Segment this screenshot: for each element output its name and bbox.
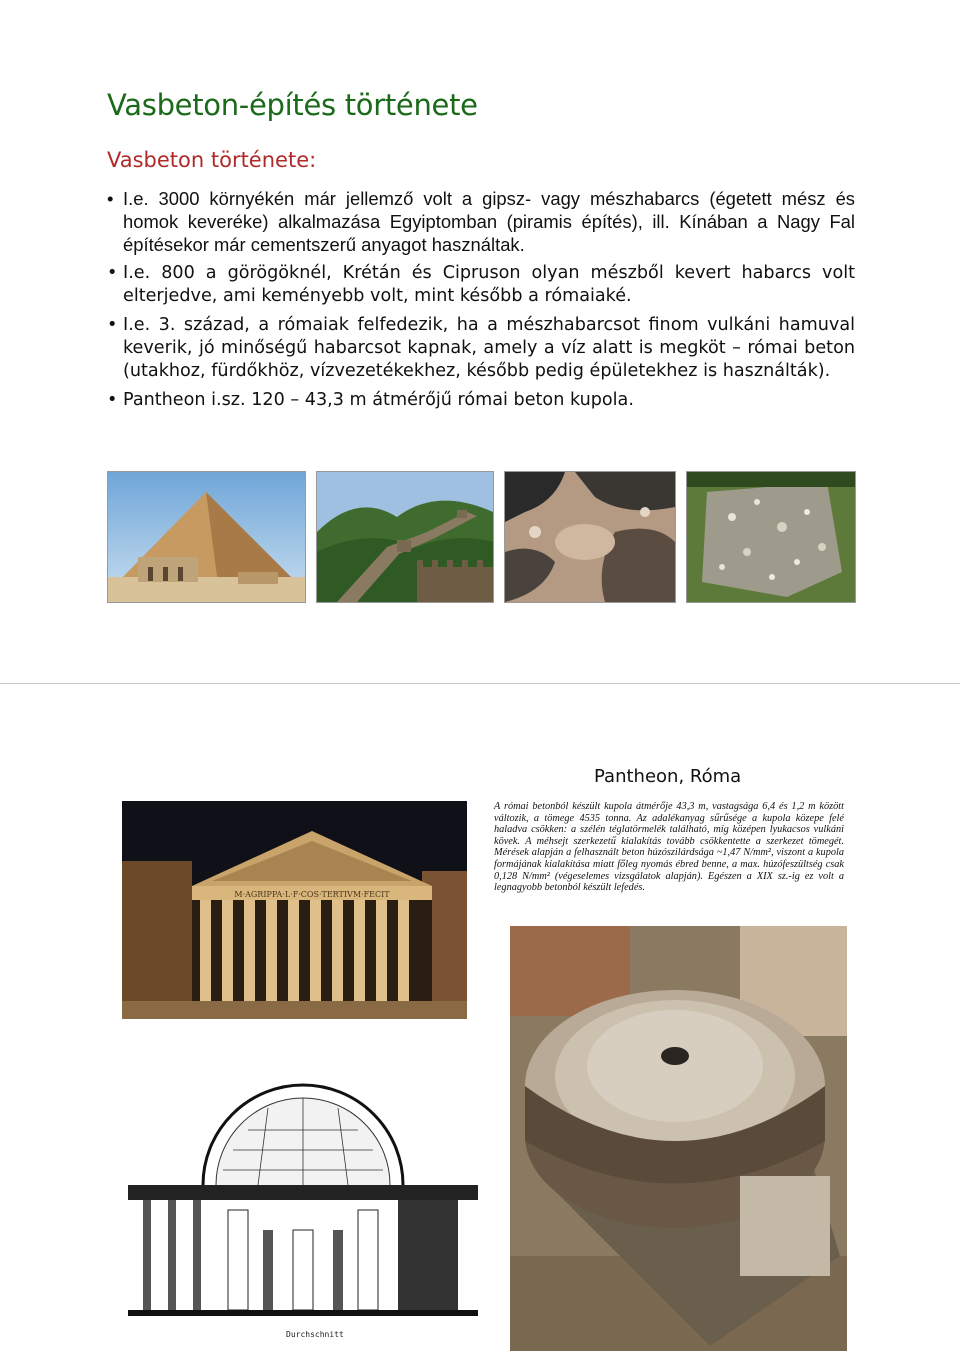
pantheon-title: Pantheon, Róma bbox=[594, 766, 742, 787]
pantheon-aerial-photo bbox=[510, 926, 847, 1351]
concrete-stone-photo bbox=[686, 471, 856, 603]
bullet-pantheon: • Pantheon i.sz. 120 – 43,3 m átmérőjű római beton kupola. bbox=[107, 389, 855, 412]
section-drawing-label: Durchschnitt bbox=[286, 1330, 344, 1339]
pantheon-description: A római betonból készült kupola átmérője 43,3 m, vastagsága 6,4 és 1,2 m között változik, a tömege 4535 tonna. Az adalékanyag sűrűsége a kupola közepe felé haladva csökken: a szélén téglatörmelék található, míg középen lyukacsos vulkáni kövek. A méhsejt szerkezetű kialakítás tovább csökkentette a szerkezet tömegét. Mérések alapján a felhasznált beton húzószilárdsága ~1,47 N/mm², viszont a kupola formájának kialakítása miatt főleg nyomás ébred benne, a max. húzófeszültség csak 0,128 N/mm² (végeselemes vizsgálatok alapján). Egészen a XIX sz.-ig ez volt a legnagyobb betonból készült lefedés. bbox=[494, 801, 844, 894]
slide-subtitle: Vasbeton története: bbox=[107, 148, 317, 172]
pantheon-section-drawing bbox=[128, 1030, 478, 1340]
history-bullet-list bbox=[107, 187, 855, 418]
slide-title: Vasbeton-építés története bbox=[107, 88, 478, 122]
bullet-egypt-china: • I.e. 3000 környékén már jellemző volt a gipsz- vagy mészhabarcs (égetett mész és homok keveréke) alkalmazása Egyiptomban (piramis építés), ill. Kínában a Nagy Fal építésekor már cementszerű anyagot használtak. bbox=[107, 187, 855, 256]
pediment-inscription: M·AGRIPPA·L·F·COS·TERTIVM·FECIT bbox=[234, 890, 390, 899]
mortar-photo bbox=[504, 471, 676, 603]
bullet-greeks: • I.e. 800 a görögöknél, Krétán és Cipruson olyan mészből kevert habarcs volt elterjedve, ami keményebb volt, mint később a rómaiaké. bbox=[107, 262, 855, 308]
great-wall-photo bbox=[316, 471, 494, 603]
pantheon-night-photo bbox=[122, 801, 467, 1019]
pyramid-photo bbox=[107, 471, 306, 603]
bullet-romans: • I.e. 3. század, a rómaiak felfedezik, ha a mészhabarcsot finom vulkáni hamuval keverik, jó minőségű habarcsot kapnak, amely a víz alatt is megköt – római beton (utakhoz, fürdőkhöz, vízvezetékekhez, később pedig épületekhez is használták). bbox=[107, 314, 855, 383]
